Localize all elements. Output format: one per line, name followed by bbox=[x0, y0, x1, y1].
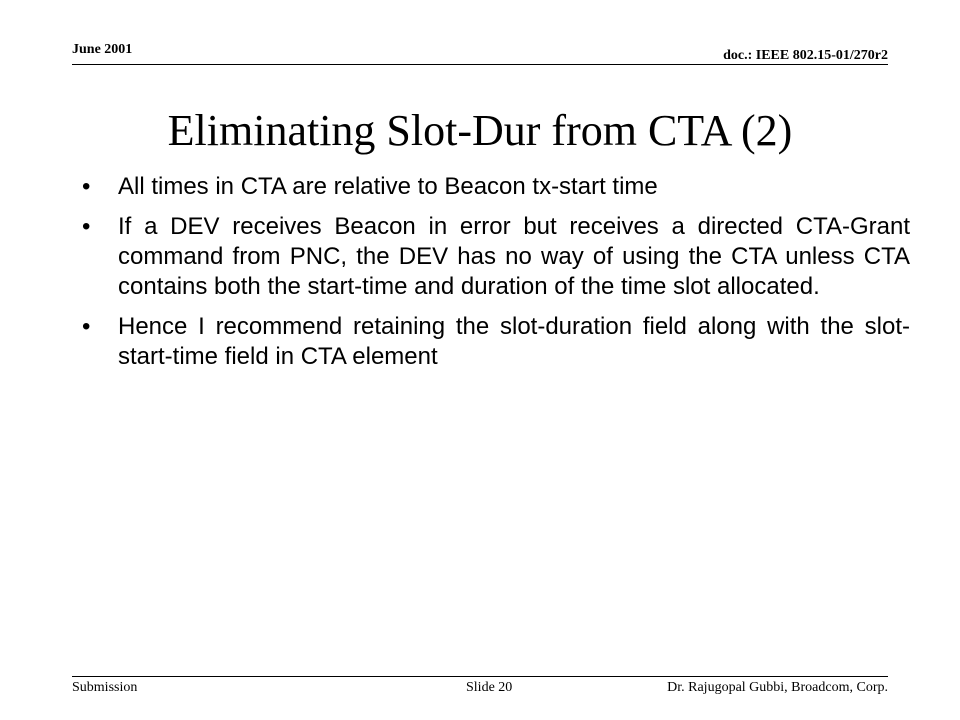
bullet-text: Hence I recommend retaining the slot-duration field along with the slot-start-time field in CTA element bbox=[118, 313, 910, 370]
bullet-item bbox=[82, 212, 910, 302]
header-date: June 2001 bbox=[72, 42, 133, 57]
header-doc-id: doc.: IEEE 802.15-01/270r2 bbox=[723, 48, 888, 63]
bullet-item bbox=[82, 312, 910, 372]
bullet-dot-icon: • bbox=[82, 313, 91, 340]
bullet-dot-icon: • bbox=[82, 173, 91, 200]
footer-submission: Submission bbox=[72, 680, 138, 695]
header-divider bbox=[72, 64, 888, 65]
bullet-list bbox=[82, 172, 910, 382]
footer-divider bbox=[72, 676, 888, 677]
bullet-text: If a DEV receives Beacon in error but receives a directed CTA-Grant command from PNC, the DEV has no way of using the CTA unless CTA contains both the start-time and duration of the time slot allocated. bbox=[118, 213, 910, 300]
slide-title: Eliminating Slot-Dur from CTA (2) bbox=[167, 106, 793, 155]
bullet-item bbox=[82, 172, 910, 202]
bullet-dot-icon: • bbox=[82, 213, 91, 240]
bullet-text: All times in CTA are relative to Beacon tx-start time bbox=[118, 173, 658, 200]
footer-slide-number: Slide 20 bbox=[466, 680, 513, 695]
footer-author: Dr. Rajugopal Gubbi, Broadcom, Corp. bbox=[667, 680, 888, 695]
